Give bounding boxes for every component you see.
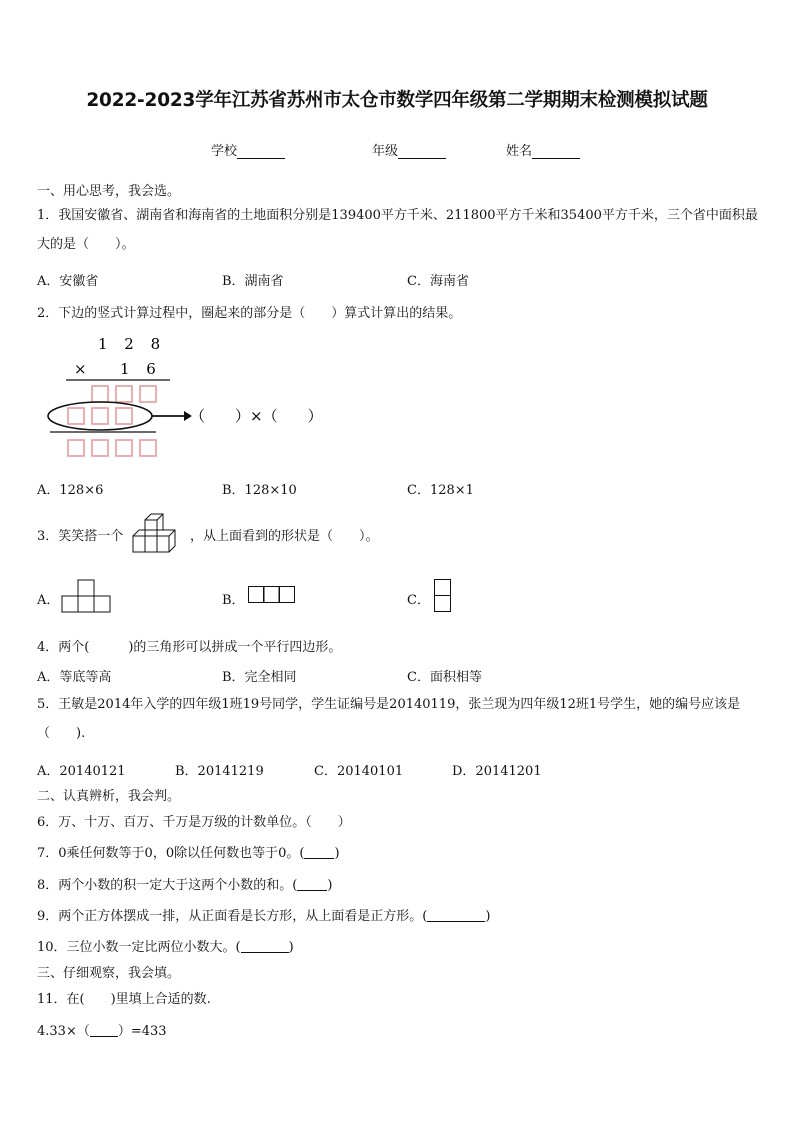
q3-option-c[interactable]: C． [407, 593, 430, 608]
vertical-multiplication-figure [30, 330, 350, 465]
multiplicand-digits: 1 2 8 [98, 335, 167, 353]
q4-option-b[interactable]: B．完全相同 [222, 670, 297, 685]
grade-field [372, 140, 446, 159]
multiplier-digits: 1 6 [120, 360, 162, 378]
cube-stack-figure [131, 514, 187, 554]
q9-answer-blank[interactable] [427, 908, 485, 922]
question-3-text-after: ，从上面看到的形状是（ ）。 [190, 529, 379, 544]
q11-eq-before: 4.33×（ [37, 1024, 90, 1039]
question-11-equation [37, 1020, 167, 1039]
q3-option-a[interactable]: A． [37, 593, 60, 608]
q10-answer-blank[interactable] [241, 939, 289, 953]
name-blank[interactable] [532, 144, 580, 159]
question-6-text: 6．万、十万、百万、千万是万级的计数单位。（ ） [37, 815, 351, 830]
section-heading-3: 三、仔细观察，我会填。 [37, 966, 181, 981]
q5-option-d[interactable]: D．20141201 [452, 764, 542, 779]
question-7-text: 7．0乘任何数等于0，0除以任何数也等于0。( [37, 846, 305, 861]
final-product-row [68, 440, 156, 456]
q9-close-paren: ) [485, 909, 491, 924]
q5-option-b[interactable]: B．20141219 [175, 764, 264, 779]
question-8 [37, 874, 332, 893]
q4-option-a[interactable]: A．等底等高 [37, 670, 112, 685]
partial-product-row-1 [92, 386, 156, 402]
question-4-text: 4．两个( )的三角形可以拼成一个平行四边形。 [37, 640, 342, 655]
school-blank[interactable] [237, 144, 285, 159]
section-heading-2: 二、认真辨析，我会判。 [37, 789, 181, 804]
section-heading-1: 一、用心思考，我会选。 [37, 184, 181, 199]
q1-option-a[interactable]: A．安徽省 [37, 274, 99, 289]
grade-blank[interactable] [398, 144, 446, 159]
question-9-text: 9．两个正方体摆成一排，从正面看是长方形，从上面看是正方形。( [37, 909, 428, 924]
q7-close-paren: ) [334, 846, 340, 861]
q11-eq-after: ）=433 [117, 1024, 167, 1039]
times-sign: × [74, 360, 87, 378]
highlight-circle [48, 402, 152, 430]
question-8-text: 8．两个小数的积一定大于这两个小数的和。( [37, 878, 298, 893]
page-title: 2022-2023学年江苏省苏州市太仓市数学四年级第二学期期末检测模拟试题 [86, 90, 708, 111]
question-9 [37, 905, 490, 924]
q1-option-b[interactable]: B．湖南省 [222, 274, 284, 289]
question-10 [37, 936, 294, 955]
school-label: 学校 [211, 144, 238, 159]
q5-option-a[interactable]: A．20140121 [37, 764, 126, 779]
question-7 [37, 842, 340, 861]
question-2-text: 2．下边的竖式计算过程中，圈起来的部分是（ ）算式计算出的结果。 [37, 306, 462, 321]
q2-option-a[interactable]: A．128×6 [37, 483, 104, 498]
q3-option-a-shape [62, 578, 110, 614]
partial-product-row-2 [68, 408, 132, 424]
q8-close-paren: ) [327, 878, 333, 893]
grade-label: 年级 [372, 144, 399, 159]
question-11-text: 11．在( )里填上合适的数. [37, 992, 211, 1007]
name-field [506, 140, 580, 159]
q3-option-b[interactable]: B． [222, 593, 245, 608]
name-label: 姓名 [506, 144, 533, 159]
question-5-text: 5．王敏是2014年入学的四年级1班19号同学，学生证编号是20140119，张兰现为四年级12班1号学生，她的编号应该是（ ). [37, 697, 741, 741]
question-10-text: 10．三位小数一定比两位小数大。( [37, 940, 241, 955]
q4-option-c[interactable]: C．面积相等 [407, 670, 482, 685]
q3-option-b-shape [248, 586, 296, 604]
q5-option-c[interactable]: C．20140101 [314, 764, 404, 779]
question-1-text: 1．我国安徽省、湖南省和海南省的土地面积分别是139400平方千米、211800平方千米和35400平方千米，三个省中面积最大的是（ ）。 [37, 208, 758, 252]
q1-option-c[interactable]: C．海南省 [407, 274, 469, 289]
q8-answer-blank[interactable] [297, 877, 327, 891]
q10-close-paren: ) [288, 940, 294, 955]
q2-option-b[interactable]: B．128×10 [222, 483, 297, 498]
q11-answer-blank[interactable] [90, 1023, 118, 1037]
result-expression: （ ）×（ ） [190, 407, 323, 425]
question-3-text-before: 3．笑笑搭一个 [37, 529, 124, 544]
school-field [211, 140, 285, 159]
q7-answer-blank[interactable] [304, 845, 334, 859]
q2-option-c[interactable]: C．128×1 [407, 483, 474, 498]
q3-option-c-shape [434, 579, 452, 613]
